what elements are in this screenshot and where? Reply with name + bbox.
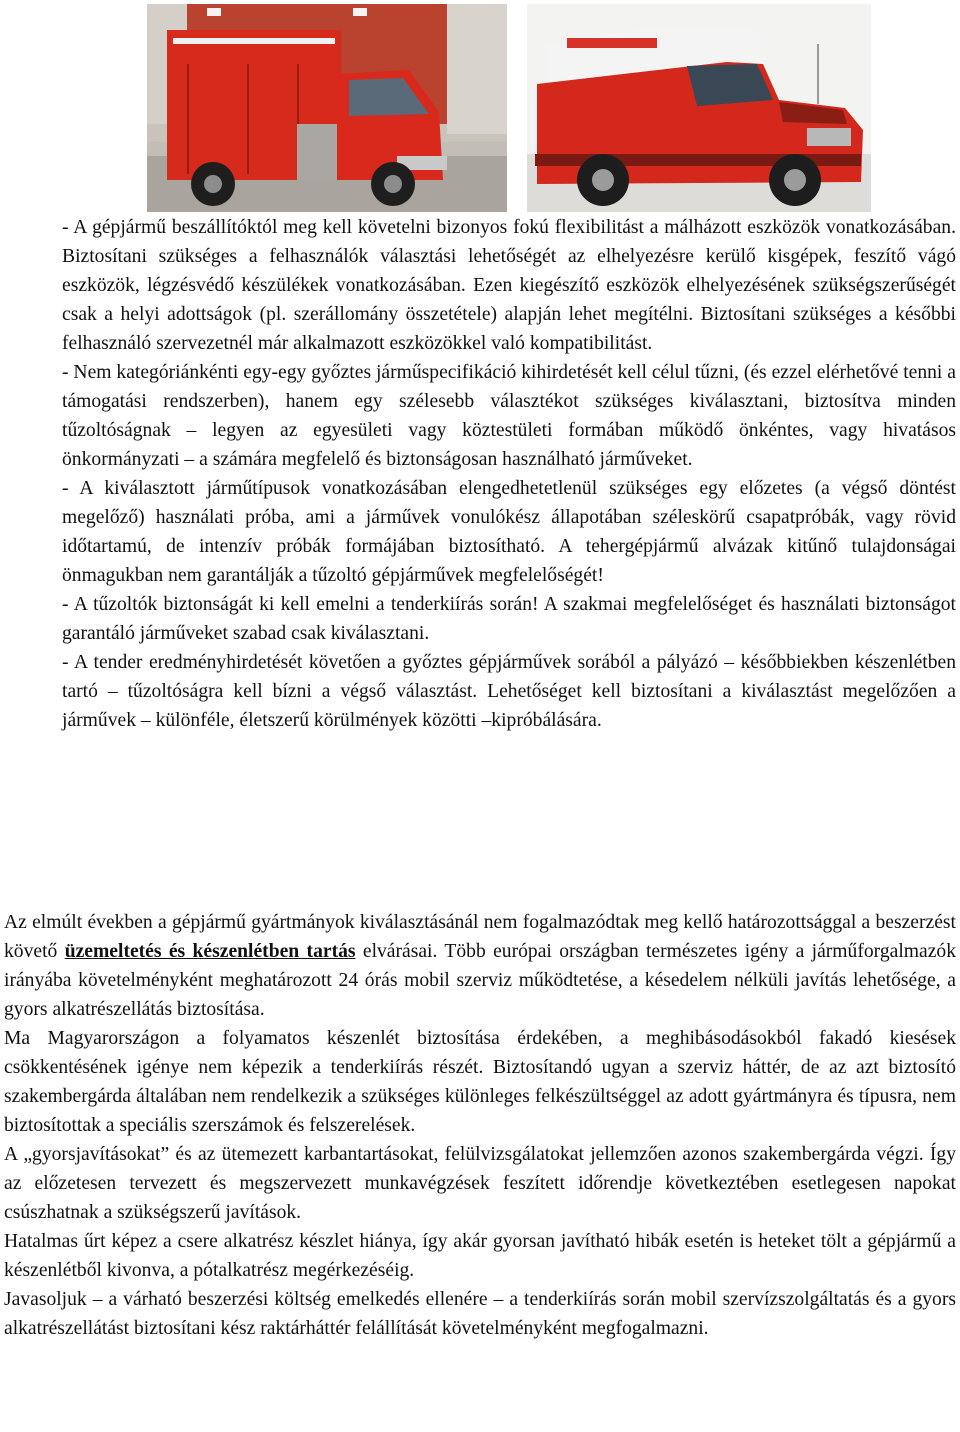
bullet-paragraph: - A tűzoltók biztonságát ki kell emelni a tenderkiírás során! A szakmai megfelelőséget és használati biztonságot garantáló járműveket szabad csak kiválasztani. — [62, 594, 956, 644]
body-paragraph: A „gyorsjavításokat” és az ütemezett karbantartásokat, felülvizsgálatokat jellemzően azonos szakembergárda végzi. Így az előzetesen tervezett és megszervezett munkavégzések feszített időrendje következtében esetlegesen napokat csúszhatnak a szükségszerű javítások. — [4, 1144, 956, 1223]
red-box-truck-photo — [147, 4, 507, 212]
red-pickup-truck-photo — [527, 4, 871, 212]
requirements-list — [62, 213, 956, 735]
body-text — [4, 908, 956, 1343]
operation-paragraph — [4, 908, 956, 1024]
red-pickup-truck-illustration — [527, 4, 871, 212]
emphasized-phrase: üzemeltetés és készenlétben tartás — [64, 941, 356, 962]
paragraph-text: Az elmúlt években a gépjármű gyártmányok kiválasztásánál nem fogalmazódtak meg kellő határozottsággal a beszerzést követő — [4, 912, 956, 962]
bullet-paragraph: - A kiválasztott járműtípusok vonatkozásában elengedhetetlenül szükséges egy előzetes (a végső döntést megelőző) használati próba, ami a járművek vonulókész állapotában széleskörű csapatpróbák, vagy rövid időtartamú, de intenzív próbák formájában biztosítható. A tehergépjármű alvázak kitűnő tulajdonságai önmagukban nem garantálják a tűzoltó gépjárművek megfelelőségét! — [62, 478, 956, 586]
body-paragraph: Ma Magyarországon a folyamatos készenlét biztosítása érdekében, a meghibásodásokból fakadó kiesések csökkentésének igénye nem képezik a tenderkiírás részét. Biztosítandó ugyan a szerviz háttér, de az azt biztosító szakembergárda általában nem rendelkezik a szükséges különleges felkészültséggel az adott gyártmányra és típusra, nem biztosítottak a speciális szerszámok és felszerelések. — [4, 1028, 956, 1136]
bullet-paragraph: - A tender eredményhirdetését követően a győztes gépjárművek sorából a pályázó – későbbiekben készenlétben tartó – tűzoltóságra kell bízni a végső választást. Lehetőséget kell biztosítani a kiválasztást megelőzően a járművek – különféle, életszerű körülmények közötti –kipróbálására. — [62, 652, 956, 731]
red-box-truck-illustration — [147, 4, 507, 212]
body-paragraph: Hatalmas űrt képez a csere alkatrész készlet hiánya, így akár gyorsan javítható hibák esetén is heteket tölt a gépjármű a készenlétből kivonva, a pótalkatrész megérkezéséig. — [4, 1231, 956, 1281]
bullet-paragraph: - A gépjármű beszállítóktól meg kell követelni bizonyos fokú flexibilitást a málházott eszközök vonatkozásában. Biztosítani szükséges a felhasználók választási lehetőségét az elhelyezésre kerülő kisgépek, feszítő vágó eszközök, légzésvédő készülékek vonatkozásában. Ezen kiegészítő eszközök elhelyezésének szükségszerűségét csak a helyi adottságok (pl. szerállomány összetétele) alapján lehet megítélni. Biztosítani szükséges a későbbi felhasználó szervezetnél már alkalmazott eszközökkel való kompatibilitást. — [62, 217, 956, 354]
bullet-paragraph: - Nem kategóriánkénti egy-egy győztes járműspecifikáció kihirdetését kell célul tűzni, (és ezzel elérhetővé tenni a támogatási rendszerben), hanem egy szélesebb választékot szükséges kiválasztani, biztosítva minden tűzoltóságnak – legyen az egyesületi vagy köztestületi formában működő önkéntes, vagy hivatásos önkormányzati – a számára megfelelő és biztonságosan használható járműveket. — [62, 362, 956, 470]
paragraph-text: elvárásai. Több európai országban természetes igény a járműforgalmazók irányába követelményként meghatározott 24 órás mobil szerviz működtetése, a késedelem nélküli javítás lehetősége, a gyors alkatrészellátás biztosítása. — [4, 941, 956, 1020]
body-paragraph: Javasoljuk – a várható beszerzési költség emelkedés ellenére – a tenderkiírás során mobil szervízszolgáltatás és a gyors alkatrészellátást biztosítani kész raktárháttér felállítását követelményként megfogalmazni. — [4, 1289, 956, 1339]
